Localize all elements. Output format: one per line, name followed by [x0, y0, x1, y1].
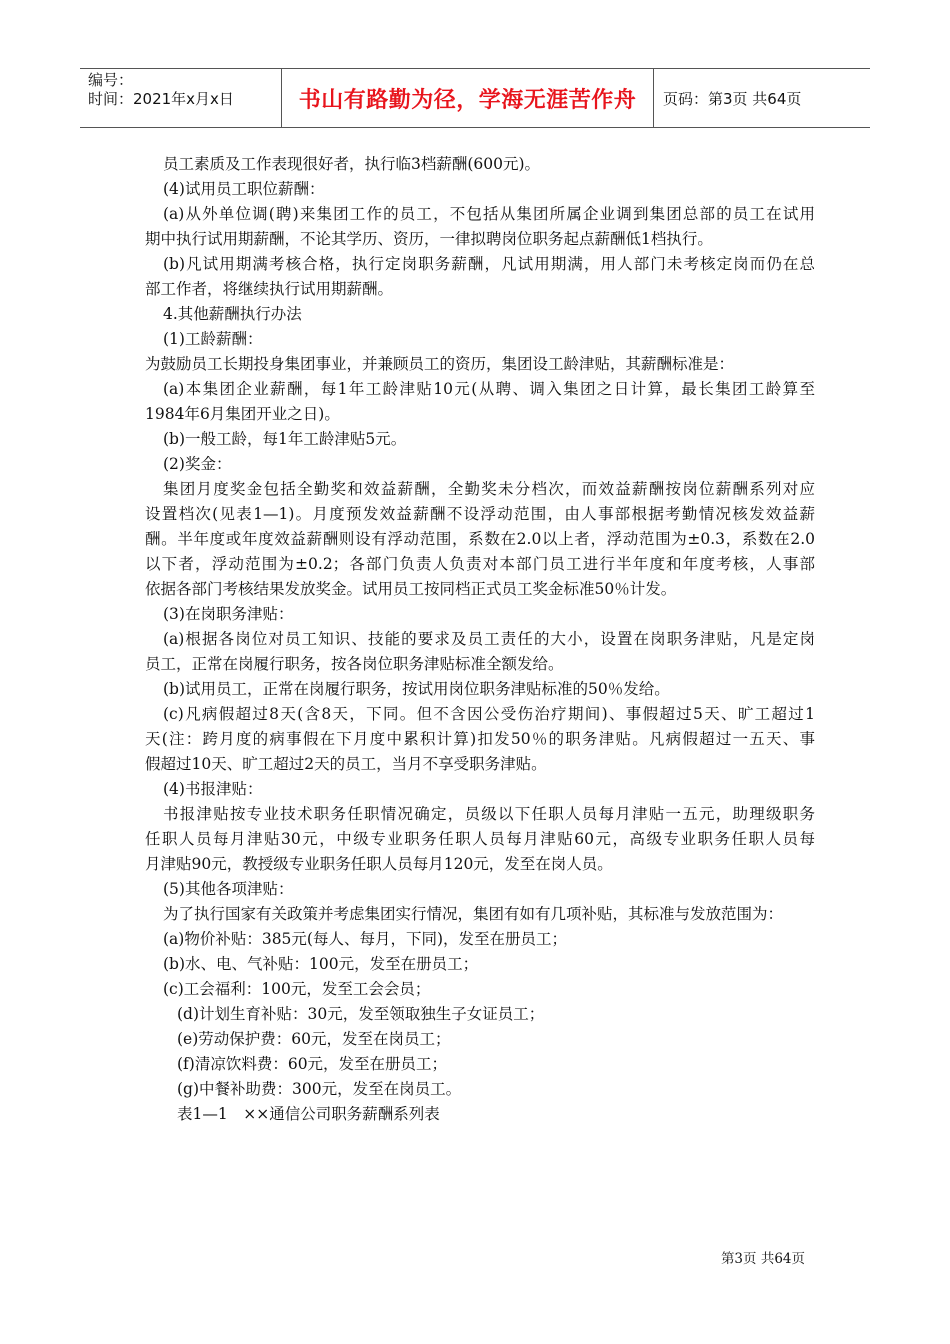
text-line: (g)中餐补助费：300元，发至在岗员工。 — [177, 1080, 462, 1098]
text-line: (2)奖金： — [163, 455, 232, 473]
text-line: (4)试用员工职位薪酬： — [163, 180, 325, 198]
text-line: (a)从外单位调(聘)来集团工作的员工，不包括从集团所属企业调到集团总部的员工在试用 — [163, 205, 815, 223]
text-line: 假超过10天、旷工超过2天的员工，当月不享受职务津贴。 — [145, 755, 547, 773]
text-line: 月津贴90元，教授级专业职务任职人员每月120元，发至在岗人员。 — [145, 855, 613, 873]
text-line: 酬。半年度或年度效益薪酬则设有浮动范围，系数在2.0以上者，浮动范围为±0.3，系数在2.0 — [145, 530, 815, 548]
header-meta — [80, 69, 282, 127]
header-motto: 书山有路勤为径，学海无涯苦作舟 — [282, 69, 654, 127]
text-line: 任职人员每月津贴30元，中级专业职务任职人员每月津贴60元，高级专业职务任职人员每 — [145, 830, 815, 848]
text-line: (b)试用员工，正常在岗履行职务，按试用岗位职务津贴标准的50％发给。 — [163, 680, 670, 698]
page-header — [80, 68, 870, 128]
text-line: (4)书报津贴： — [163, 780, 263, 798]
text-line: 期中执行试用期薪酬，不论其学历、资历，一律拟聘岗位职务起点薪酬低1档执行。 — [145, 230, 713, 248]
text-line: (1)工龄薪酬： — [163, 330, 263, 348]
text-line: (b)凡试用期满考核合格，执行定岗职务薪酬，凡试用期满，用人部门未考核定岗而仍在总 — [163, 255, 815, 273]
text-line: (c)工会福利：100元，发至工会会员； — [163, 980, 431, 998]
text-line: (5)其他各项津贴： — [163, 880, 294, 898]
text-line: 为鼓励员工长期投身集团事业，并兼顾员工的资历，集团设工龄津贴，其薪酬标准是： — [145, 355, 735, 373]
date-label: 时间：2021年x月x日 — [88, 90, 234, 108]
text-line: 员工，正常在岗履行职务，按各岗位职务津贴标准全额发给。 — [145, 655, 564, 673]
text-line: (3)在岗职务津贴： — [163, 605, 294, 623]
text-line: 为了执行国家有关政策并考虑集团实行情况，集团有如有几项补贴，其标准与发放范围为： — [163, 905, 784, 923]
text-line: (c)凡病假超过8天(含8天，下同。但不含因公受伤治疗期间)、事假超过5天、旷工超过1 — [163, 705, 815, 723]
document-body — [145, 152, 815, 1127]
text-line: 员工素质及工作表现很好者，执行临3档薪酬(600元)。 — [163, 155, 541, 173]
text-line: (b)水、电、气补贴：100元，发至在册员工； — [163, 955, 479, 973]
text-line: (a)本集团企业薪酬，每1年工龄津贴10元(从聘、调入集团之日计算，最长集团工龄算至 — [163, 380, 815, 398]
text-line: (a)物价补贴：385元(每人、每月，下同)，发至在册员工； — [163, 930, 568, 948]
text-line: 书报津贴按专业技术职务任职情况确定，员级以下任职人员每月津贴一五元，助理级职务 — [163, 805, 815, 823]
header-page-number: 页码：第3页 共64页 — [663, 89, 802, 108]
number-label: 编号： — [88, 71, 134, 89]
text-line: (b)一般工龄，每1年工龄津贴5元。 — [163, 430, 407, 448]
text-line: (e)劳动保护费：60元，发至在岗员工； — [177, 1030, 451, 1048]
text-line: (f)清凉饮料费：60元，发至在册员工； — [177, 1055, 448, 1073]
footer-page-number: 第3页 共64页 — [720, 1251, 805, 1267]
text-line: 集团月度奖金包括全勤奖和效益薪酬，全勤奖未分档次，而效益薪酬按岗位薪酬系列对应 — [163, 480, 815, 498]
text-line: (d)计划生育补贴：30元，发至领取独生子女证员工； — [177, 1005, 545, 1023]
text-line: 天(注：跨月度的病事假在下月度中累积计算)扣发50％的职务津贴。凡病假超过一五天、事 — [145, 730, 815, 748]
text-line: 以下者，浮动范围为±0.2；各部门负责人负责对本部门员工进行半年度和年度考核，人事部 — [145, 555, 815, 573]
text-line: (a)根据各岗位对员工知识、技能的要求及员工责任的大小，设置在岗职务津贴，凡是定岗 — [163, 630, 815, 648]
text-line: 4.其他薪酬执行办法 — [163, 305, 302, 323]
text-line: 部工作者，将继续执行试用期薪酬。 — [145, 280, 394, 298]
text-line: 设置档次(见表1—1)。月度预发效益薪酬不设浮动范围，由人事部根据考勤情况核发效益薪 — [145, 505, 815, 523]
text-line: 依据各部门考核结果发放奖金。试用员工按同档正式员工奖金标准50％计发。 — [145, 580, 677, 598]
text-line: 表1—1 ××通信公司职务薪酬系列表 — [177, 1105, 440, 1123]
text-line: 1984年6月集团开业之日)。 — [145, 405, 340, 423]
